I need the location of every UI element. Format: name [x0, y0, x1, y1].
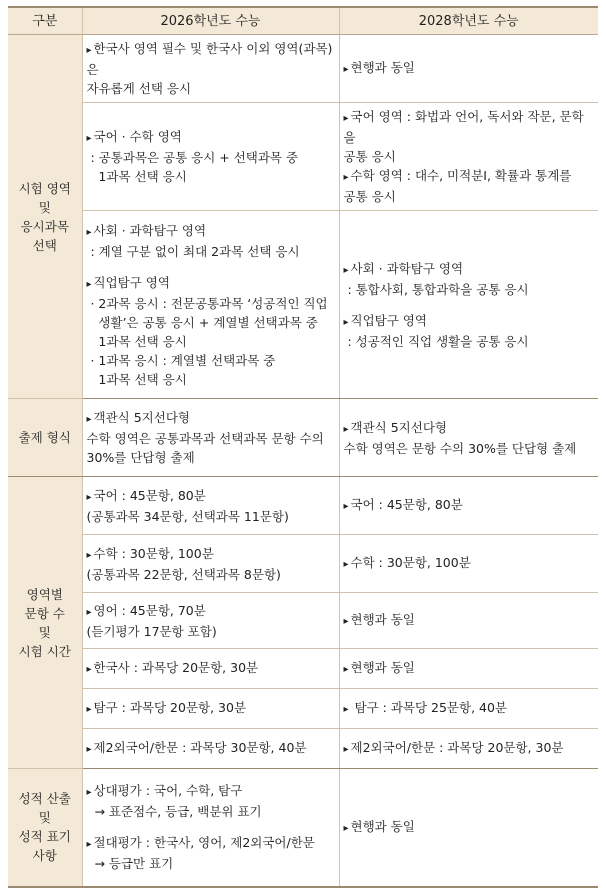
bullet-item: ▸ 상대평가 : 국어, 수학, 탐구 [87, 781, 333, 802]
table-row [8, 399, 598, 477]
cell-2026 [82, 35, 339, 103]
text-line: 자유롭게 선택 응시 [86, 81, 192, 96]
bullet-item: ▸ 수학 : 30문항, 100분 [87, 544, 333, 565]
bullet-item: ▸ 현행과 동일 [344, 817, 593, 838]
bullet-item: ▸ 한국사 영역 필수 및 한국사 이외 영역(과목)은 [87, 39, 333, 79]
cell-2026 [82, 477, 339, 535]
bullet-item: ▸ 객관식 5지선다형 [87, 408, 333, 429]
cell-2028 [339, 399, 598, 477]
cell-2026 [82, 689, 339, 729]
bullet-item: ▸ 사회 · 과학탐구 영역 [87, 221, 333, 242]
section-label-exam-areas: 시험 영역 및 응시과목 선택 [8, 35, 82, 399]
spacer [344, 299, 593, 311]
text-line: : 성공적인 직업 생활을 공통 응시 [343, 333, 529, 349]
header-category: 구분 [8, 7, 82, 35]
bullet-item: ▸ 현행과 동일 [344, 658, 593, 679]
bullet-item: ▸ 영어 : 45문항, 70분 [87, 601, 333, 622]
text-line: (듣기평가 17문항 포함) [86, 623, 217, 639]
table-row [8, 649, 598, 689]
text-line: 1과목 선택 응시 [86, 371, 187, 387]
section-label-scoring: 성적 산출 및 성적 표기 사항 [8, 769, 82, 887]
section-label-format: 출제 형식 [8, 399, 82, 477]
cell-2028 [339, 649, 598, 689]
cell-2026 [82, 103, 339, 211]
cell-2026 [82, 593, 339, 649]
text-line: 1과목 선택 응시 [86, 169, 187, 184]
table-row [8, 689, 598, 729]
bullet-item: ▸ 한국사 : 과목당 20문항, 30분 [87, 658, 333, 679]
table-row [8, 477, 598, 535]
text-line: : 통합사회, 통합과학을 공통 응시 [343, 281, 529, 297]
bullet-item: ▸ 객관식 5지선다형 [344, 418, 593, 439]
text-line: 1과목 선택 응시 [86, 333, 187, 349]
bullet-item: ▸ 절대평가 : 한국사, 영어, 제2외국어/한문 [87, 833, 333, 854]
bullet-item: ▸ 직업탐구 영역 [87, 273, 333, 294]
text-line: 30%를 단답형 출제 [86, 450, 195, 465]
spacer [87, 821, 333, 833]
bullet-item: ▸ 현행과 동일 [344, 610, 593, 631]
bullet-item: ▸ 국어 : 45문항, 80분 [87, 486, 333, 507]
cell-2028 [339, 729, 598, 769]
table-row [8, 593, 598, 649]
cell-2028 [339, 593, 598, 649]
bullet-item: ▸ 수학 영역 : 대수, 미적분Ⅰ, 확률과 통계를 [344, 166, 593, 187]
cell-2028 [339, 477, 598, 535]
cell-2026 [82, 649, 339, 689]
table-row [8, 35, 598, 103]
bullet-item: ▸ 탐구 : 과목당 25문항, 40분 [344, 698, 593, 719]
cell-2026 [82, 211, 339, 399]
text-line: 생활’은 공통 응시 + 계열별 선택과목 중 [86, 314, 318, 330]
text-line: (공통과목 34문항, 선택과목 11문항) [86, 508, 289, 524]
bullet-item: ▸ 국어 · 수학 영역 [87, 127, 333, 148]
comparison-table [8, 6, 598, 888]
header-2028: 2028학년도 수능 [339, 7, 598, 35]
table-row [8, 535, 598, 593]
cell-2028 [339, 211, 598, 399]
bullet-item: ▸ 수학 : 30문항, 100분 [344, 553, 593, 574]
spacer [87, 261, 333, 273]
text-line: 공통 응시 [343, 189, 396, 204]
cell-2028 [339, 103, 598, 211]
text-line: (공통과목 22문항, 선택과목 8문항) [86, 566, 281, 582]
bullet-item: ▸ 제2외국어/한문 : 과목당 20문항, 30분 [344, 738, 593, 759]
bullet-item: ▸ 국어 : 45문항, 80분 [344, 495, 593, 516]
table-row [8, 729, 598, 769]
cell-2028 [339, 535, 598, 593]
bullet-item: ▸ 사회 · 과학탐구 영역 [344, 259, 593, 280]
bullet-item: ▸ 제2외국어/한문 : 과목당 30문항, 40분 [87, 738, 333, 759]
header-row [8, 7, 598, 35]
section-label-questions-time: 영역별 문항 수 및 시험 시간 [8, 477, 82, 769]
cell-2028 [339, 35, 598, 103]
text-line: 수학 영역은 문항 수의 30%를 단답형 출제 [343, 440, 577, 456]
bullet-item: ▸ 직업탐구 영역 [344, 311, 593, 332]
table-row [8, 103, 598, 211]
cell-2026 [82, 535, 339, 593]
bullet-item: ▸ 탐구 : 과목당 20문항, 30분 [87, 698, 333, 719]
text-line: → 표준점수, 등급, 백분위 표기 [86, 804, 262, 820]
text-line: · 2과목 응시 : 전문공통과목 ‘성공적인 직업 [86, 295, 328, 311]
bullet-item: ▸ 국어 영역 : 화법과 언어, 독서와 작문, 문학을 [344, 107, 593, 147]
bullet-item: ▸ 현행과 동일 [344, 58, 593, 79]
text-line: → 등급만 표기 [86, 856, 174, 872]
text-line: 공통 응시 [343, 149, 396, 164]
header-2026: 2026학년도 수능 [82, 7, 339, 35]
cell-2026 [82, 729, 339, 769]
cell-2026 [82, 399, 339, 477]
text-line: : 공통과목은 공통 응시 + 선택과목 중 [86, 150, 299, 165]
text-line: · 1과목 응시 : 계열별 선택과목 중 [86, 352, 276, 368]
text-line: 수학 영역은 공통과목과 선택과목 문항 수의 [86, 431, 324, 446]
text-line: : 계열 구분 없이 최대 2과목 선택 응시 [86, 243, 300, 259]
table-row [8, 211, 598, 399]
cell-2028 [339, 689, 598, 729]
